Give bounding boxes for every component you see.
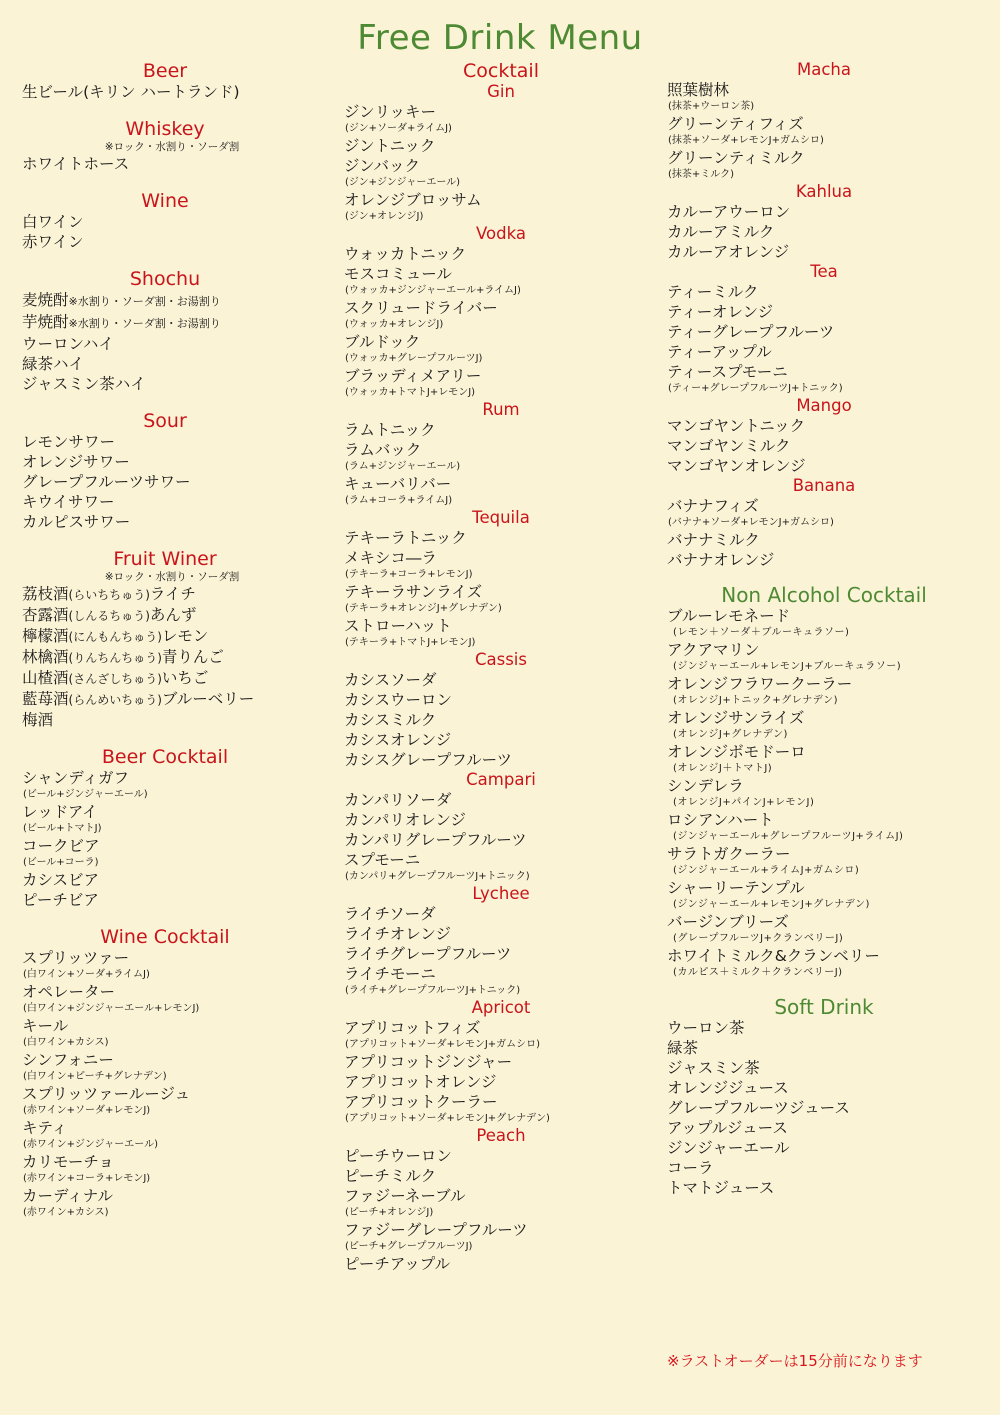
item-note: ※水割り・ソーダ割・お湯割り: [68, 317, 221, 330]
section-wine: [22, 190, 332, 252]
menu-item: コークビア: [22, 837, 100, 855]
item-ingredients: (赤ワイン+コーラ+レモンJ): [23, 1173, 151, 1184]
menu-item: シンデレラ: [667, 777, 744, 795]
menu-item: キウイサワー: [22, 493, 115, 511]
item-name: 杏露酒: [22, 606, 69, 624]
menu-item: ウーロン茶: [667, 1019, 745, 1037]
item-ingredients: (ビール+ジンジャーエール): [23, 789, 148, 800]
section-tea: [667, 262, 977, 396]
menu-item: 緑茶ハイ: [22, 355, 85, 373]
menu-item: シャーリーテンプル: [667, 879, 805, 897]
menu-item: メキシコ―ラ: [344, 549, 437, 567]
section-kahlua: [667, 182, 977, 262]
item-name: 檸檬酒: [22, 627, 69, 645]
section-heading: Whiskey: [125, 118, 205, 140]
section-note: ※ロック・水割り・ソーダ割: [104, 141, 240, 153]
section-heading: Campari: [466, 770, 536, 789]
menu-item: レッドアイ: [22, 803, 98, 821]
menu-item: ホワイトミルク&クランベリー: [667, 947, 880, 965]
menu-item: ブラッディメアリー: [344, 367, 482, 385]
menu-item: キール: [22, 1017, 69, 1035]
item-ingredients: (白ワイン+ジンジャーエール+レモンJ): [23, 1003, 200, 1014]
section-peach: [344, 1126, 654, 1274]
menu-item: テキーラサンライズ: [344, 583, 483, 601]
menu-column-right: [667, 60, 977, 1214]
section-heading: Cassis: [474, 650, 527, 669]
item-ingredients: (オレンジJ＋トマトJ): [673, 763, 773, 774]
menu-item: 赤ワイン: [22, 233, 84, 251]
menu-item: [22, 689, 332, 710]
menu-item: カルーアミルク: [667, 223, 775, 241]
item-ingredients: (赤ワイン+カシス): [23, 1207, 109, 1218]
section-rum: [344, 400, 654, 508]
item-name: 藍苺酒: [22, 690, 69, 708]
menu-item: バナナフィズ: [667, 497, 759, 515]
section-shochu: [22, 268, 332, 394]
section-banana: [667, 476, 977, 570]
menu-item: ティーグレープフルーツ: [667, 323, 835, 341]
item-fruit: ブルーベリー: [161, 690, 255, 708]
section-heading: Peach: [476, 1126, 526, 1145]
menu-item: ライチオレンジ: [344, 925, 451, 943]
item-name: 荔枝酒: [22, 585, 69, 603]
item-ingredients: (抹茶+ソーダ+レモンJ+ガムシロ): [668, 135, 824, 146]
menu-item: ジントニック: [344, 137, 436, 155]
menu-item: カシスビア: [22, 871, 100, 889]
item-ingredients: (ティー+グレープフルーツJ+トニック): [668, 383, 843, 394]
item-ingredients: (ジンジャーエール+グレープフルーツJ+ライムJ): [673, 831, 904, 842]
menu-item: ストローハット: [344, 617, 452, 635]
menu-item: モスコミュール: [344, 265, 452, 283]
item-ingredients: (テキーラ+トマトJ+レモンJ): [345, 637, 476, 648]
section-heading: Kahlua: [795, 182, 853, 201]
section-heading: Sour: [143, 410, 187, 432]
item-ingredients: (白ワイン+ソーダ+ライムJ): [23, 969, 150, 980]
section-vodka: [344, 224, 654, 400]
item-reading: (らいちちゅう): [68, 588, 150, 602]
section-heading: Apricot: [471, 998, 531, 1017]
menu-item: トマトジュース: [667, 1179, 775, 1197]
menu-item: スプモーニ: [344, 851, 421, 869]
section-heading: Rum: [482, 400, 520, 419]
section-wine-cocktail: [22, 926, 332, 1220]
menu-item: オレンジサンライズ: [667, 709, 805, 727]
item-name: 芋焼酎: [22, 313, 69, 331]
menu-item: サラトガクーラー: [667, 845, 791, 863]
item-fruit: ライチ: [149, 585, 196, 603]
item-ingredients: (ライチ+グレープフルーツJ+トニック): [345, 985, 521, 996]
item-ingredients: (ジン+ジンジャーエール): [345, 177, 461, 188]
menu-item: カンパリオレンジ: [344, 811, 466, 829]
menu-item: カシスオレンジ: [344, 731, 452, 749]
menu-item: バナナミルク: [667, 531, 760, 549]
section-heading: Tequila: [472, 508, 530, 527]
item-ingredients: (ジンジャーエール+レモンJ+ブルーキュラソー): [673, 661, 902, 672]
section-heading: Wine Cocktail: [100, 926, 230, 948]
item-ingredients: (アプリコット+ソーダ+レモンJ+グレナデン): [345, 1113, 550, 1124]
section-heading: Banana: [792, 476, 856, 495]
section-lychee: [344, 884, 654, 998]
item-fruit: 青りんご: [161, 648, 224, 666]
menu-item: ジンバック: [344, 157, 421, 175]
section-heading: Mango: [796, 396, 852, 415]
section-heading: Wine: [141, 190, 189, 212]
item-ingredients: (抹茶+ミルク): [668, 169, 734, 180]
item-ingredients: (赤ワイン+ソーダ+レモンJ): [23, 1105, 151, 1116]
menu-item: シャンディガフ: [22, 769, 129, 787]
menu-item: ピーチミルク: [344, 1167, 437, 1185]
item-ingredients: (オレンジJ+グレナデン): [673, 729, 788, 740]
item-note: ※水割り・ソーダ割・お湯割り: [68, 295, 221, 308]
menu-item: グレープフルーツサワー: [22, 473, 191, 491]
menu-item: ラムトニック: [344, 421, 436, 439]
menu-item: オレンジボモドーロ: [667, 743, 806, 761]
menu-item: コーラ: [667, 1159, 714, 1177]
item-name: 麦焼酎: [22, 291, 69, 309]
item-ingredients: (ウォッカ+グレープフルーツJ): [345, 353, 483, 364]
section-heading: Non Alcohol Cocktail: [721, 583, 927, 607]
item-ingredients: (バナナ+ソーダ+レモンJ+ガムシロ): [668, 517, 834, 528]
section-soft-drink: [667, 996, 977, 1198]
section-heading: Beer: [142, 60, 188, 82]
menu-item: ジャスミン茶ハイ: [22, 375, 146, 393]
item-ingredients: (ラム+コーラ+ライムJ): [345, 495, 453, 506]
menu-item: スクリュードライバー: [344, 299, 498, 317]
menu-item: アプリコットフィズ: [344, 1019, 481, 1037]
section-beer: [22, 60, 332, 102]
menu-item: アプリコットジンジャー: [344, 1053, 513, 1071]
menu-item: グリーンティミルク: [667, 149, 805, 167]
menu-item: マンゴヤンオレンジ: [667, 457, 806, 475]
section-heading: Gin: [487, 82, 515, 101]
menu-item: カルーアオレンジ: [667, 243, 790, 261]
menu-item: [22, 290, 332, 312]
section-beer-cocktail: [22, 746, 332, 910]
section-heading-cocktail: Cocktail: [463, 60, 539, 82]
menu-item: [22, 668, 332, 689]
menu-item: ホワイトホース: [22, 155, 130, 173]
menu-item: スプリッツァールージュ: [22, 1085, 191, 1103]
menu-column-center: [344, 60, 654, 1274]
section-heading: Fruit Winer: [113, 548, 217, 570]
menu-item: オペレーター: [22, 983, 116, 1001]
section-gin: [344, 82, 654, 224]
menu-item: カリモーチョ: [22, 1153, 114, 1171]
item-fruit: いちご: [161, 669, 209, 687]
menu-item: オレンジサワー: [22, 453, 130, 471]
section-whiskey: [22, 118, 332, 174]
menu-item: カルピスサワー: [22, 513, 131, 531]
menu-item: オレンジブロッサム: [344, 191, 482, 209]
menu-item: アップルジュース: [667, 1119, 788, 1137]
menu-item: 白ワイン: [22, 213, 84, 231]
menu-item: ティーミルク: [667, 283, 759, 301]
menu-item: レモンサワー: [22, 433, 116, 451]
section-sour: [22, 410, 332, 532]
menu-item: マンゴヤンミルク: [667, 437, 791, 455]
menu-item: ウォッカトニック: [344, 245, 467, 263]
menu-column-left: [22, 60, 332, 1236]
menu-item: ジャスミン茶: [667, 1059, 760, 1077]
menu-item: スプリッツァー: [22, 949, 130, 967]
menu-item: [22, 605, 332, 626]
menu-item: ティーアップル: [667, 343, 772, 361]
menu-item: カーディナル: [22, 1187, 113, 1205]
menu-item: ピーチウーロン: [344, 1147, 452, 1165]
item-ingredients: (グレープフルーツJ+クランベリーJ): [673, 933, 844, 944]
item-reading: (にんもんちゅう): [68, 630, 162, 644]
menu-item: アプリコットオレンジ: [344, 1073, 497, 1091]
item-ingredients: (ウォッカ+トマトJ+レモンJ): [345, 387, 476, 398]
item-ingredients: (赤ワイン+ジンジャーエール): [23, 1139, 158, 1150]
section-mango: [667, 396, 977, 476]
menu-item: オレンジフラワークーラー: [667, 675, 853, 693]
menu-item: マンゴヤントニック: [667, 417, 806, 435]
menu-item: ラムバック: [344, 441, 422, 459]
item-ingredients: (ジンジャーエール+ライムJ+ガムシロ): [673, 865, 860, 876]
menu-item: [22, 710, 332, 730]
item-ingredients: (ジン+オレンジJ): [345, 211, 424, 222]
section-heading: Vodka: [476, 224, 526, 243]
menu-item: ティースプモーニ: [667, 363, 788, 381]
menu-item: バージンブリーズ: [667, 913, 789, 931]
menu-item: ブルーレモネード: [667, 607, 791, 625]
item-ingredients: (ビール+トマトJ): [23, 823, 102, 834]
item-ingredients: (抹茶+ウーロン茶): [668, 101, 755, 112]
menu-item: ピーチアップル: [344, 1255, 451, 1273]
menu-item: ロシアンハート: [667, 811, 774, 829]
menu-item: グレープフルーツジュース: [667, 1099, 850, 1117]
section-non-alcohol: [667, 584, 977, 980]
item-ingredients: (アプリコット+ソーダ+レモンJ+ガムシロ): [345, 1039, 541, 1050]
menu-item: シンフォニー: [22, 1051, 114, 1069]
menu-item: キティ: [22, 1119, 68, 1137]
item-ingredients: (オレンジJ+トニック+グレナデン): [673, 695, 839, 706]
menu-item: アプリコットクーラー: [344, 1093, 498, 1111]
item-name: 梅酒: [22, 711, 54, 729]
item-ingredients: (ウォッカ+オレンジJ): [345, 319, 444, 330]
menu-item: バナナオレンジ: [667, 551, 775, 569]
menu-item: 緑茶: [667, 1039, 699, 1057]
item-reading: (さんざしちゅう): [68, 672, 162, 686]
menu-item: [22, 647, 332, 668]
section-heading: Macha: [797, 60, 851, 79]
section-apricot: [344, 998, 654, 1126]
menu-item: ライチモーニ: [344, 965, 436, 983]
menu-item: [22, 584, 332, 605]
item-ingredients: (テキーラ+オレンジJ+グレナデン): [345, 603, 502, 614]
item-ingredients: (カンパリ+グレープフルーツJ+トニック): [345, 871, 530, 882]
menu-item: グリーンティフィズ: [667, 115, 804, 133]
section-cassis: [344, 650, 654, 770]
last-order-note: ※ラストオーダーは15分前になります: [667, 1352, 923, 1370]
item-name: 山楂酒: [22, 669, 69, 687]
item-reading: (りんちんちゅう): [68, 651, 162, 665]
item-ingredients: (ピーチ+グレープフルーツJ): [345, 1241, 473, 1252]
menu-item: カンパリソーダ: [344, 791, 452, 809]
section-tequila: [344, 508, 654, 650]
menu-item: 照葉樹林: [667, 81, 730, 99]
section-fruit-winer: [22, 548, 332, 730]
item-ingredients: (ジン+ソーダ+ライムJ): [345, 123, 452, 134]
menu-item: ジンジャーエール: [667, 1139, 790, 1157]
section-note: ※ロック・水割り・ソーダ割: [104, 571, 240, 583]
menu-item: オレンジジュース: [667, 1079, 789, 1097]
menu-item: アクアマリン: [667, 641, 760, 659]
section-macha: [667, 60, 977, 182]
section-campari: [344, 770, 654, 884]
section-heading: Beer Cocktail: [101, 746, 229, 768]
item-ingredients: (ウォッカ+ジンジャーエール+ライムJ): [345, 285, 521, 296]
section-heading: Soft Drink: [774, 995, 874, 1019]
menu-item: [22, 312, 332, 334]
menu-title: Free Drink Menu: [357, 18, 643, 58]
menu-item: ライチソーダ: [344, 905, 436, 923]
menu-item: ライチグレープフルーツ: [344, 945, 512, 963]
item-name: 林檎酒: [22, 648, 69, 666]
item-ingredients: (ピーチ+オレンジJ): [345, 1207, 434, 1218]
menu-item: カシスミルク: [344, 711, 437, 729]
menu-item: ファジーグレープフルーツ: [344, 1221, 528, 1239]
item-ingredients: (白ワイン+ピーチ+グレナデン): [23, 1071, 167, 1082]
menu-item: カルーアウーロン: [667, 203, 791, 221]
menu-item: カシスグレープフルーツ: [344, 751, 513, 769]
item-reading: (らんめいちゅう): [68, 693, 162, 707]
item-ingredients: (白ワイン+カシス): [23, 1037, 109, 1048]
item-ingredients: (ビール+コーラ): [23, 857, 99, 868]
section-heading: Shochu: [129, 268, 201, 290]
menu-item: [22, 626, 332, 647]
menu-item: カシスソーダ: [344, 671, 437, 689]
item-ingredients: (カルピス＋ミルク＋クランベリーJ): [673, 967, 843, 978]
item-ingredients: (テキーラ+コーラ+レモンJ): [345, 569, 473, 580]
item-fruit: あんず: [149, 606, 197, 624]
menu-item: カンパリグレープフルーツ: [344, 831, 527, 849]
menu-item: ピーチビア: [22, 891, 99, 909]
menu-item: ウーロンハイ: [22, 335, 114, 353]
item-ingredients: (レモン＋ソーダ＋ブルーキュラソー): [673, 627, 850, 638]
item-ingredients: (ラム+ジンジャーエール): [345, 461, 461, 472]
item-ingredients: (オレンジJ+パインJ+レモンJ): [673, 797, 815, 808]
menu-item: キューバリバー: [344, 475, 452, 493]
menu-item: ファジーネーブル: [344, 1187, 466, 1205]
item-reading: (しんるちゅう): [68, 609, 150, 623]
menu-item: テキーラトニック: [344, 529, 467, 547]
menu-item: ティーオレンジ: [667, 303, 774, 321]
menu-item: カシスウーロン: [344, 691, 453, 709]
menu-item: ブルドック: [344, 333, 421, 351]
menu-item: ジンリッキー: [344, 103, 436, 121]
item-ingredients: (ジンジャーエール+レモンJ+グレナデン): [673, 899, 870, 910]
section-heading: Lychee: [472, 884, 530, 903]
section-heading: Tea: [810, 262, 838, 281]
item-fruit: レモン: [161, 627, 209, 645]
menu-item: 生ビール(キリン ハートランド): [22, 83, 240, 101]
